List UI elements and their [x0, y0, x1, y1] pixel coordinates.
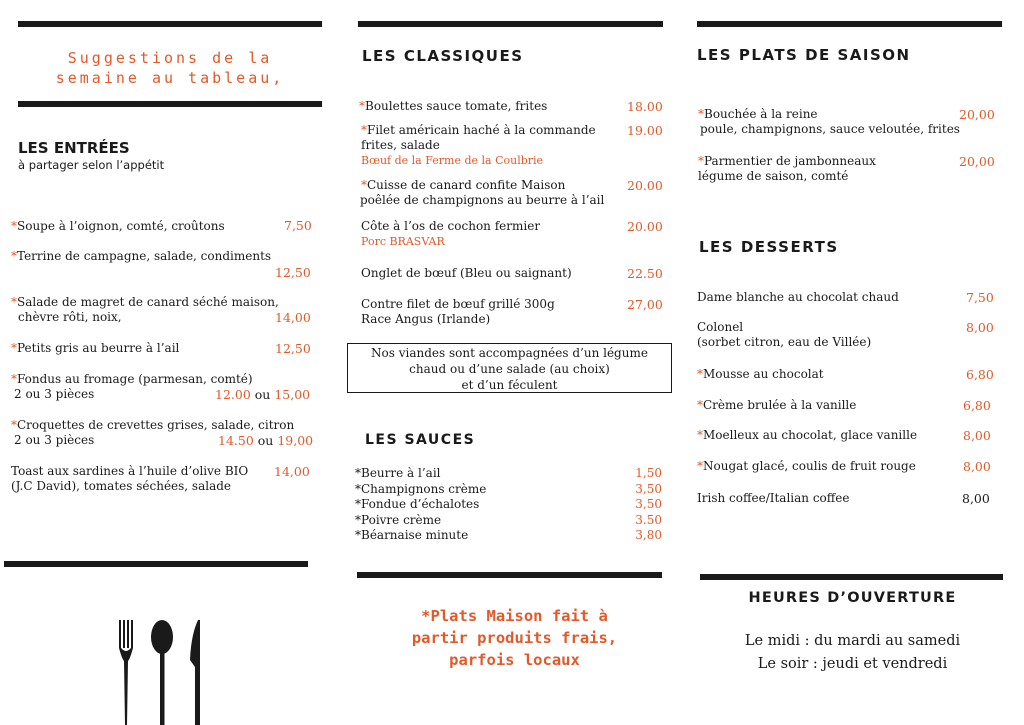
sauce-list: [355, 466, 665, 544]
sauce-price: 3.50: [635, 512, 662, 527]
item-name: Fondus au fromage (parmesan, comté): [17, 372, 253, 386]
sauce-prices: [632, 466, 662, 544]
note-line: chaud ou d’une salade (au choix): [409, 362, 610, 376]
item-name: Parmentier de jambonneaux: [704, 154, 876, 168]
item-detail: (sorbet citron, eau de Villée): [697, 335, 872, 349]
item-detail: 2 ou 3 pièces: [14, 433, 95, 447]
item-name: Nougat glacé, coulis de fruit rouge: [703, 459, 916, 473]
item-name: Filet américain haché à la commande: [367, 123, 596, 137]
menu-item: [698, 154, 948, 184]
item-price: 20,00: [959, 107, 995, 122]
sauce-name: Béarnaise minute: [361, 528, 469, 542]
sauce-name: Beurre à l’ail: [361, 466, 441, 480]
homemade-star: *: [11, 418, 17, 432]
homemade-star: *: [355, 466, 361, 480]
homemade-star: *: [11, 372, 17, 386]
section-title: LES DESSERTS: [699, 238, 839, 256]
opening-hours: [700, 590, 1005, 672]
banner-line: semaine au tableau,: [55, 69, 285, 87]
homemade-star: *: [11, 249, 17, 263]
item-name: Mousse au chocolat: [703, 367, 824, 381]
item-name: Dame blanche au chocolat chaud: [697, 290, 899, 304]
homemade-star: *: [697, 367, 703, 381]
sauce-price: 3,50: [635, 481, 662, 496]
footnote-line: partir produits frais,: [411, 629, 618, 647]
item-name: Boulettes sauce tomate, frites: [365, 99, 548, 113]
divider: [357, 572, 662, 578]
menu-item: [359, 99, 619, 114]
homemade-star: *: [355, 512, 361, 527]
homemade-footnote: [357, 605, 672, 671]
item-price: 7,50: [966, 290, 994, 305]
homemade-star: *: [697, 459, 703, 473]
hours-line: Le midi : du mardi au samedi: [744, 633, 961, 649]
item-price: 19.00: [627, 123, 663, 138]
accompaniment-note: [347, 343, 672, 393]
homemade-star: *: [355, 497, 361, 511]
sauce-price: 1,50: [635, 466, 662, 480]
item-detail: chèvre rôti, noix,: [18, 310, 122, 324]
section-title: LES SAUCES: [365, 432, 476, 448]
item-price: 22.50: [627, 266, 663, 281]
homemade-star: *: [355, 528, 361, 542]
note-line: Nos viandes sont accompagnées d’un légume: [371, 346, 648, 360]
item-detail: frites, salade: [361, 138, 440, 152]
menu-item: [698, 107, 988, 137]
item-price: 15,00: [274, 387, 311, 402]
menu-item: [697, 491, 947, 506]
menu-item: [11, 219, 311, 234]
item-name: Côte à l’os de cochon fermier: [361, 219, 541, 233]
price-separator: ou: [254, 387, 271, 402]
item-name: Irish coffee/Italian coffee: [697, 491, 850, 505]
item-price: 27,00: [627, 297, 663, 312]
item-price: 6,80: [966, 367, 994, 382]
section-subtitle: à partager selon l’appétit: [18, 158, 165, 172]
sauce-name: Champignons crème: [361, 481, 487, 496]
cutlery-icon: [112, 615, 212, 725]
menu-item: [361, 266, 621, 281]
item-origin: Bœuf de la Ferme de la Coulbrie: [361, 154, 544, 167]
menu-item: [361, 297, 621, 327]
item-price: 20,00: [959, 154, 995, 169]
sauce-name: Fondue d’échalotes: [361, 497, 480, 511]
footnote-line: parfois locaux: [449, 651, 580, 669]
sauce-item: [355, 482, 665, 498]
price-separator: ou: [257, 433, 274, 448]
footnote-line: *Plats Maison fait à: [421, 607, 608, 625]
item-price: 19,00: [277, 433, 314, 448]
menu-item: [360, 178, 630, 208]
item-price-options: [215, 387, 310, 402]
homemade-star: *: [697, 398, 703, 412]
sauce-price: 3,80: [635, 528, 662, 542]
item-name: Cuisse de canard confite Maison: [367, 178, 566, 192]
item-price: 7,50: [284, 218, 312, 233]
sauce-price: 3,50: [635, 497, 662, 511]
item-price: 8,00: [962, 491, 990, 506]
item-detail: poêlée de champignons au beurre à l’ail: [360, 193, 605, 207]
homemade-star: *: [355, 481, 361, 496]
item-name: Onglet de bœuf (Bleu ou saignant): [361, 266, 572, 280]
homemade-star: *: [361, 178, 367, 192]
homemade-star: *: [359, 99, 365, 113]
item-price: 12,50: [275, 265, 311, 280]
section-title: LES PLATS DE SAISON: [697, 46, 911, 64]
item-name: Moelleux au chocolat, glace vanille: [703, 428, 918, 442]
sauce-item: [355, 466, 665, 482]
weekly-suggestion-banner: [18, 48, 322, 88]
hours-title: HEURES D’OUVERTURE: [748, 590, 957, 606]
homemade-star: *: [11, 295, 17, 309]
menu-item: [361, 123, 626, 168]
item-price: 8,00: [963, 428, 991, 443]
item-name: Bouchée à la reine: [704, 107, 818, 121]
item-name: Petits gris au beurre à l’ail: [17, 341, 180, 355]
item-price: 14.50: [218, 433, 254, 448]
item-detail: Race Angus (Irlande): [361, 312, 491, 326]
homemade-star: *: [697, 428, 703, 442]
item-price-options: [218, 433, 313, 448]
homemade-star: *: [11, 219, 17, 233]
item-price: 20.00: [627, 178, 663, 193]
item-price: 20.00: [627, 219, 663, 234]
item-name: Salade de magret de canard séché maison,: [17, 295, 279, 309]
menu-item: [11, 341, 311, 356]
item-name: Croquettes de crevettes grises, salade, citron: [17, 418, 295, 432]
homemade-star: *: [11, 341, 17, 355]
divider: [4, 561, 308, 567]
item-name: Soupe à l’oignon, comté, croûtons: [17, 219, 225, 233]
item-price: 18.00: [627, 99, 663, 114]
sauce-item: [355, 497, 665, 513]
item-name: Toast aux sardines à l’huile d’olive BIO: [11, 464, 249, 478]
item-name: Contre filet de bœuf grillé 300g: [361, 297, 555, 311]
note-line: et d’un féculent: [461, 378, 558, 392]
section-title: LES CLASSIQUES: [362, 47, 524, 65]
menu-item: [11, 295, 311, 325]
item-price: 8,00: [966, 320, 994, 335]
item-name: Terrine de campagne, salade, condiments: [17, 249, 272, 263]
divider: [700, 574, 1003, 580]
section-title: LES ENTRÉES: [18, 139, 130, 157]
item-price: 8,00: [963, 459, 991, 474]
divider: [18, 101, 322, 107]
menu-item: [697, 428, 957, 443]
item-detail: poule, champignons, sauce veloutée, frites: [700, 122, 960, 136]
item-detail: légume de saison, comté: [698, 169, 849, 183]
item-origin: Porc BRASVAR: [361, 235, 445, 248]
menu-item: [11, 464, 281, 494]
homemade-star: *: [698, 107, 704, 121]
item-price: 14,00: [274, 464, 310, 479]
item-name: Colonel: [697, 320, 744, 334]
item-detail: 2 ou 3 pièces: [14, 387, 95, 401]
divider: [358, 21, 663, 27]
hours-line: Le soir : jeudi et vendredi: [757, 656, 948, 672]
menu-item: [697, 367, 947, 382]
item-price: 12.00: [215, 387, 251, 402]
item-price: 12,50: [275, 341, 311, 356]
sauce-name: Poivre crème: [361, 512, 442, 527]
item-detail: (J.C David), tomates séchées, salade: [11, 479, 232, 493]
homemade-star: *: [698, 154, 704, 168]
sauce-item: [355, 528, 665, 544]
sauce-item: [355, 513, 665, 529]
menu-item: [11, 249, 311, 264]
divider: [697, 21, 1002, 27]
menu-item: [697, 290, 947, 305]
homemade-star: *: [361, 123, 367, 137]
menu-item: [361, 219, 621, 249]
item-price: 6,80: [963, 398, 991, 413]
menu-item: [697, 320, 947, 350]
item-price: 14,00: [275, 310, 311, 325]
menu-item: [697, 398, 947, 413]
banner-line: Suggestions de la: [67, 49, 273, 67]
item-name: Crème brulée à la vanille: [703, 398, 857, 412]
divider: [18, 21, 322, 27]
menu-item: [697, 459, 957, 474]
